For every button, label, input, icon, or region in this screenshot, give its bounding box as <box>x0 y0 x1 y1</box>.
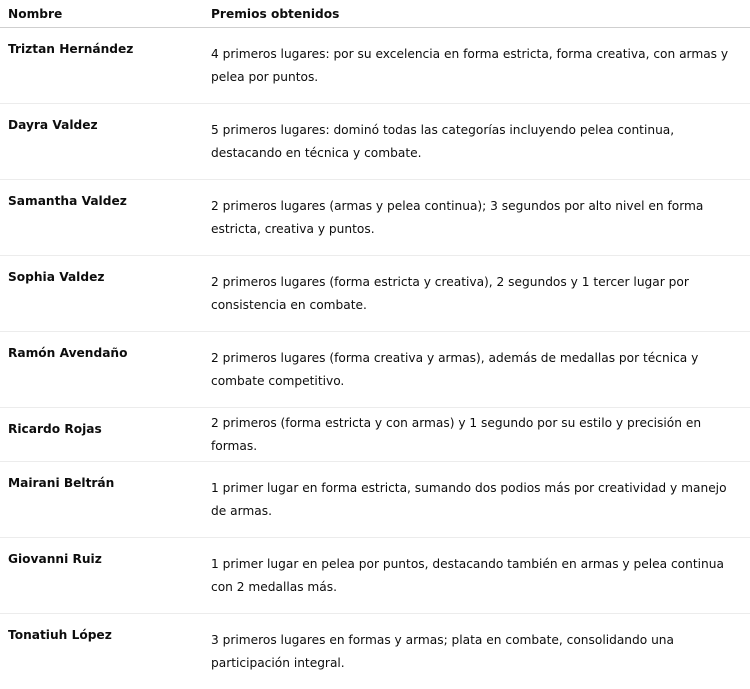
participant-awards: 2 primeros (forma estricta y con armas) y 1 segundo por su estilo y precisión en formas. <box>203 408 750 462</box>
participant-name: Giovanni Ruiz <box>0 538 203 614</box>
table-row <box>0 462 750 538</box>
table-header <box>0 0 750 28</box>
participant-awards: 4 primeros lugares: por su excelencia en forma estricta, forma creativa, con armas y pelea por puntos. <box>203 28 750 104</box>
participant-awards: 1 primer lugar en pelea por puntos, destacando también en armas y pelea continua con 2 medallas más. <box>203 538 750 614</box>
participant-name: Samantha Valdez <box>0 180 203 256</box>
participant-awards: 1 primer lugar en forma estricta, sumando dos podios más por creatividad y manejo de armas. <box>203 462 750 538</box>
table-row <box>0 180 750 256</box>
participant-name: Mairani Beltrán <box>0 462 203 538</box>
participant-awards: 2 primeros lugares (forma estricta y creativa), 2 segundos y 1 tercer lugar por consistencia en combate. <box>203 256 750 332</box>
participant-name: Triztan Hernández <box>0 28 203 104</box>
header-row <box>0 0 750 28</box>
column-header-awards: Premios obtenidos <box>203 0 750 28</box>
participant-awards: 3 primeros lugares en formas y armas; plata en combate, consolidando una participación integral. <box>203 614 750 689</box>
table-row <box>0 614 750 689</box>
table-row <box>0 28 750 104</box>
participant-awards: 2 primeros lugares (forma creativa y armas), además de medallas por técnica y combate competitivo. <box>203 332 750 408</box>
column-header-name: Nombre <box>0 0 203 28</box>
table-row <box>0 538 750 614</box>
table-row <box>0 332 750 408</box>
participant-awards: 5 primeros lugares: dominó todas las categorías incluyendo pelea continua, destacando en técnica y combate. <box>203 104 750 180</box>
participant-name: Dayra Valdez <box>0 104 203 180</box>
table-row <box>0 408 750 462</box>
participant-awards: 2 primeros lugares (armas y pelea continua); 3 segundos por alto nivel en forma estricta, creativa y puntos. <box>203 180 750 256</box>
participant-name: Ramón Avendaño <box>0 332 203 408</box>
participant-name: Sophia Valdez <box>0 256 203 332</box>
table-row <box>0 104 750 180</box>
participant-name: Tonatiuh López <box>0 614 203 689</box>
table-row <box>0 256 750 332</box>
table-body <box>0 28 750 689</box>
participant-name: Ricardo Rojas <box>0 408 203 462</box>
